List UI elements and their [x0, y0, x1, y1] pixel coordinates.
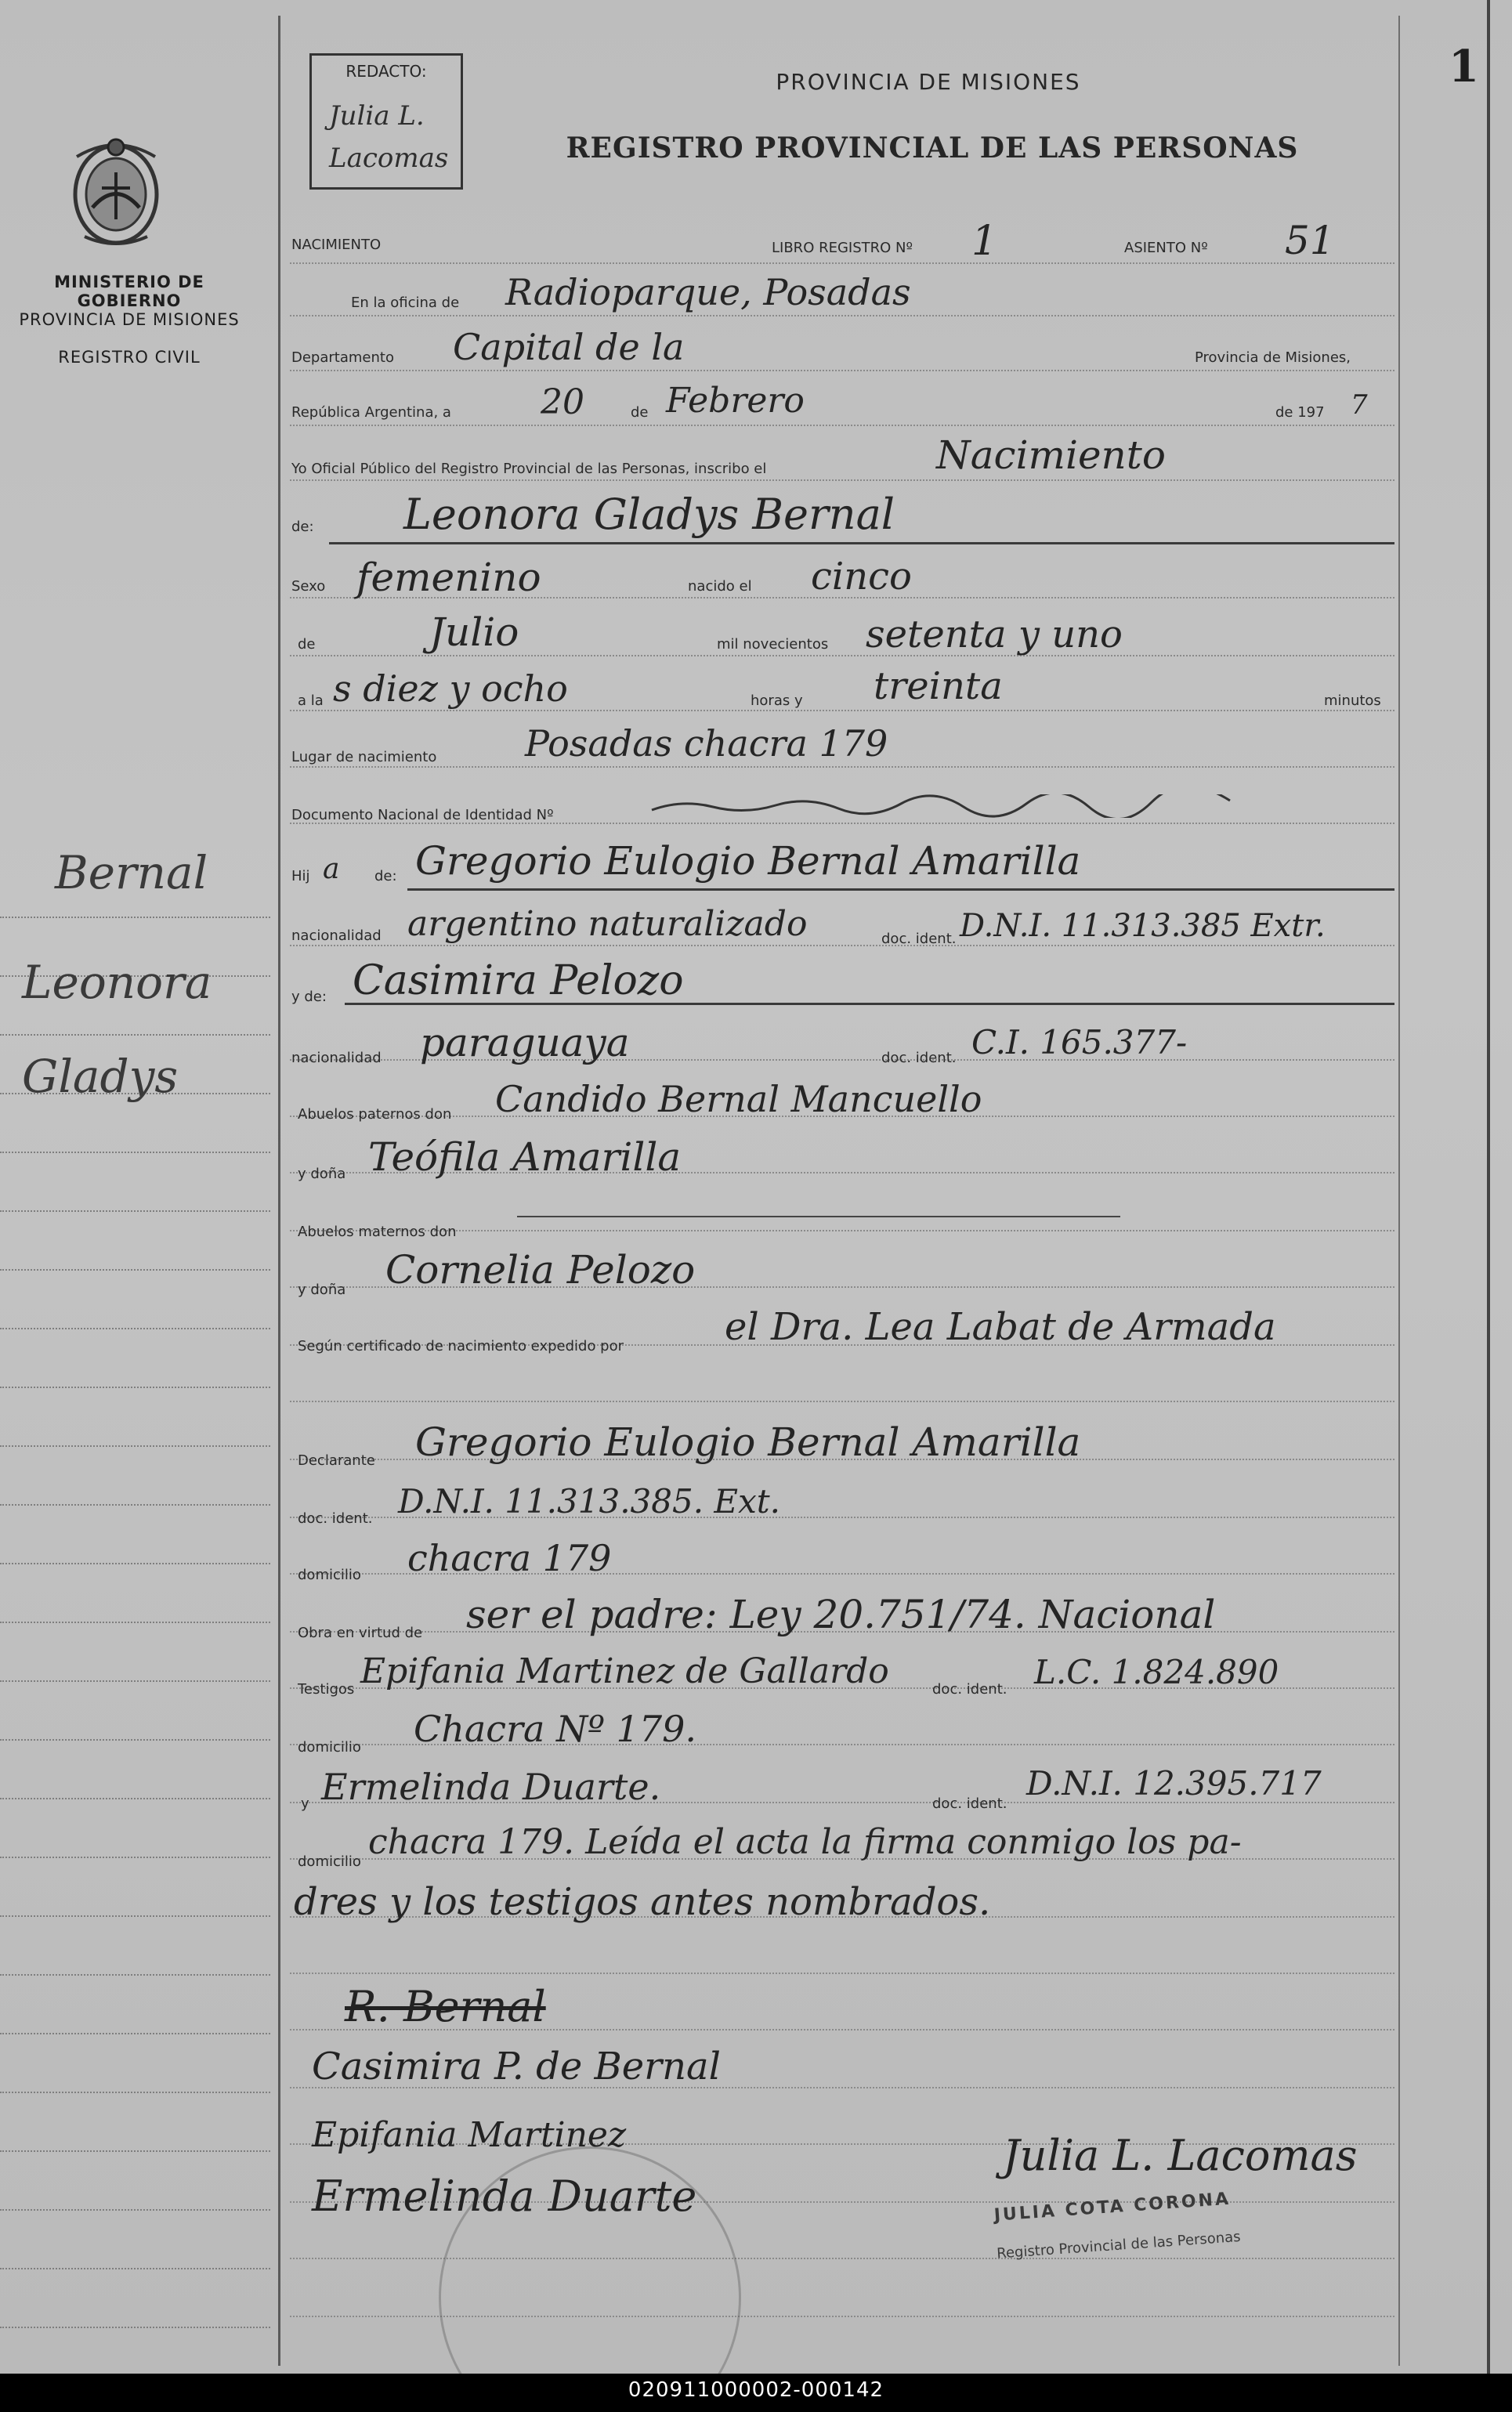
margin-rule — [0, 1680, 270, 1682]
hijo-value: a — [323, 853, 340, 885]
margin-rule — [0, 2268, 270, 2269]
right-border — [1398, 16, 1400, 2366]
redacto-signature: Julia L. Lacomas — [329, 100, 449, 174]
row-rule — [290, 1401, 1394, 1402]
lugar-label: Lugar de nacimiento — [291, 749, 437, 765]
row-rule — [290, 262, 1394, 264]
day-value: 20 — [541, 382, 584, 422]
testigos-label: Testigos — [298, 1681, 355, 1698]
signature-official: Julia L. Lacomas — [1003, 2131, 1358, 2180]
mother-label: y de: — [291, 989, 327, 1005]
margin-rule — [0, 1210, 270, 1212]
margin-rule — [0, 1387, 270, 1388]
margin-rule — [0, 1563, 270, 1564]
domicilio-label: domicilio — [298, 1567, 361, 1583]
oficina-label: En la oficina de — [351, 295, 460, 311]
margin-divider — [278, 16, 280, 2366]
hijo-de-label: de: — [374, 868, 397, 884]
margin-first-name: Leonora — [22, 956, 212, 1009]
margin-rule — [0, 2150, 270, 2152]
margin-rule — [0, 1269, 270, 1271]
father-doc-label: doc. ident. — [881, 931, 957, 947]
margin-rule — [0, 1798, 270, 1799]
father-nationality: argentino naturalizado — [407, 904, 808, 944]
segun-value: el Dra. Lea Labat de Armada — [725, 1305, 1276, 1349]
row-rule — [290, 479, 1394, 481]
row-rule — [290, 1973, 1394, 1974]
closing-line-2: dres y los testigos antes nombrados. — [294, 1880, 991, 1924]
domicilio-2-value: Chacra Nº 179. — [414, 1708, 696, 1750]
father-nationality-label: nacionalidad — [291, 928, 382, 944]
margin-rule — [0, 1034, 270, 1036]
y-label: y — [301, 1795, 309, 1812]
year-value: 7 — [1351, 389, 1368, 421]
page-number: 1 — [1449, 41, 1479, 92]
margin-rule — [0, 1857, 270, 1858]
signature-father: R. Bernal — [345, 1982, 546, 2031]
official-stamp — [993, 2181, 1349, 2262]
republica-label: República Argentina, a — [291, 404, 451, 421]
testigo-1: Epifania Martinez de Gallardo — [360, 1651, 889, 1691]
redacto-label: REDACTO: — [345, 62, 427, 81]
ydona-label: y doña — [298, 1166, 346, 1182]
row-rule — [290, 766, 1394, 768]
minutes-value: treinta — [874, 664, 1003, 708]
de-label: de — [631, 404, 649, 421]
mother-name: Casimira Pelozo — [353, 957, 684, 1004]
departamento-label: Departamento — [291, 349, 394, 366]
birth-month: Julio — [429, 609, 519, 655]
coat-of-arms-icon — [61, 133, 171, 251]
stamp-name: JULIA COTA CORONA — [993, 2189, 1232, 2226]
margin-rule — [0, 2327, 270, 2328]
civil-registry-label: REGISTRO CIVIL — [58, 348, 201, 367]
testigo-2: Ermelinda Duarte. — [321, 1766, 661, 1808]
alas-label: a la — [298, 693, 324, 709]
domicilio-3-label: domicilio — [298, 1853, 361, 1870]
minutos-label: minutos — [1324, 693, 1381, 709]
redacto-box — [309, 53, 463, 190]
provincia-label: Provincia de Misiones, — [1195, 349, 1351, 366]
abuelo-paterno: Candido Bernal Mancuello — [495, 1078, 982, 1120]
mother-nationality: paraguaya — [420, 1020, 630, 1065]
mother-doc-label: doc. ident. — [881, 1050, 957, 1066]
closing-line-1: chacra 179. Leída el acta la firma conmigo los pa- — [368, 1822, 1242, 1862]
abuelos-maternos-label: Abuelos maternos don — [298, 1224, 457, 1240]
nacido-label: nacido el — [688, 578, 752, 595]
oficina-value: Radioparque, Posadas — [505, 271, 911, 313]
child-name: Leonora Gladys Bernal — [403, 490, 895, 539]
margin-rule — [0, 1152, 270, 1153]
margin-column — [0, 0, 280, 2374]
abuelo-materno-strike — [517, 1216, 1120, 1217]
mil-label: mil novecientos — [717, 636, 829, 653]
declarante-label: Declarante — [298, 1452, 375, 1469]
birth-year-words: setenta y uno — [866, 613, 1123, 656]
dni-label: Documento Nacional de Identidad Nº — [291, 807, 554, 823]
father-doc: D.N.I. 11.313.385 Extr. — [960, 908, 1326, 944]
abuela-materna: Cornelia Pelozo — [385, 1247, 696, 1293]
row-rule — [290, 945, 1394, 946]
margin-rule — [0, 1445, 270, 1447]
abuelos-paternos-label: Abuelos paternos don — [298, 1106, 452, 1123]
binding-edge — [1487, 0, 1490, 2374]
de-name-label: de: — [291, 519, 314, 535]
sexo-label: Sexo — [291, 578, 326, 595]
ministry-label: MINISTERIO DE GOBIERNO — [54, 273, 204, 310]
testigo-1-doc-label: doc. ident. — [932, 1681, 1007, 1698]
asiento-label: ASIENTO Nº — [1124, 240, 1208, 256]
hours-value: s diez y ocho — [333, 667, 568, 710]
margin-rule — [0, 1622, 270, 1623]
scan-id: 020911000002-000142 — [628, 2378, 884, 2402]
signature-mother: Casimira P. de Bernal — [312, 2045, 721, 2088]
oficial-value: Nacimiento — [936, 432, 1166, 478]
mother-doc: C.I. 165.377- — [971, 1023, 1188, 1061]
obra-label: Obra en virtud de — [298, 1625, 423, 1641]
row-rule — [290, 655, 1394, 656]
stamp-registry: Registro Provincial de las Personas — [996, 2228, 1242, 2262]
declarante-doc: D.N.I. 11.313.385. Ext. — [398, 1482, 780, 1521]
row-rule — [290, 315, 1394, 316]
year-label: de 197 — [1275, 404, 1325, 421]
margin-surname: Bernal — [55, 846, 208, 899]
sexo-value: femenino — [356, 555, 541, 600]
province-label: PROVINCIA DE MISIONES — [19, 310, 240, 329]
margin-rule — [0, 917, 270, 918]
horas-label: horas y — [751, 693, 803, 709]
de-month-label: de — [298, 636, 316, 653]
month-value: Febrero — [666, 381, 805, 421]
row-rule — [290, 425, 1394, 426]
registry-title: REGISTRO PROVINCIAL DE LAS PERSONAS — [566, 132, 1299, 165]
declarante-doc-label: doc. ident. — [298, 1510, 373, 1527]
oficial-label: Yo Oficial Público del Registro Provincial de las Personas, inscribo el — [291, 461, 767, 477]
signature-witness-1: Epifania Martinez — [312, 2115, 627, 2155]
domicilio-2-label: domicilio — [298, 1739, 361, 1756]
margin-rule — [0, 2209, 270, 2211]
margin-middle-name: Gladys — [22, 1050, 179, 1103]
signature-witness-2: Ermelinda Duarte — [312, 2172, 697, 2221]
province-title: PROVINCIA DE MISIONES — [776, 69, 1081, 95]
father-name: Gregorio Eulogio Bernal Amarilla — [415, 838, 1081, 884]
margin-rule — [0, 1974, 270, 1976]
father-underline — [407, 888, 1394, 891]
row-rule — [290, 370, 1394, 371]
testigo-2-doc-label: doc. ident. — [932, 1795, 1007, 1812]
hijo-label: Hij — [291, 868, 310, 884]
margin-rule — [0, 1504, 270, 1506]
declarante-value: Gregorio Eulogio Bernal Amarilla — [415, 1419, 1081, 1465]
testigo-2-doc: D.N.I. 12.395.717 — [1026, 1764, 1322, 1803]
margin-rule — [0, 1328, 270, 1329]
nacido-value: cinco — [811, 555, 912, 598]
lugar-value: Posadas chacra 179 — [525, 722, 888, 765]
dni-strike-line — [650, 794, 1234, 818]
margin-rule — [0, 2092, 270, 2093]
abuela-paterna: Teófila Amarilla — [368, 1134, 682, 1180]
record-type-label: NACIMIENTO — [291, 237, 382, 253]
mother-nationality-label: nacionalidad — [291, 1050, 382, 1066]
margin-rule — [0, 1739, 270, 1741]
testigo-1-doc: L.C. 1.824.890 — [1034, 1653, 1279, 1691]
name-underline — [329, 542, 1394, 544]
segun-label: Según certificado de nacimiento expedido por — [298, 1338, 624, 1354]
ydona2-label: y doña — [298, 1282, 346, 1298]
libro-label: LIBRO REGISTRO Nº — [772, 240, 913, 256]
asiento-value: 51 — [1285, 218, 1335, 263]
libro-value: 1 — [971, 218, 998, 265]
margin-rule — [0, 2033, 270, 2034]
obra-value: ser el padre: Ley 20.751/74. Nacional — [466, 1592, 1216, 1637]
row-rule — [290, 710, 1394, 711]
departamento-value: Capital de la — [453, 326, 685, 368]
domicilio-value: chacra 179 — [407, 1537, 612, 1579]
margin-rule — [0, 1915, 270, 1917]
